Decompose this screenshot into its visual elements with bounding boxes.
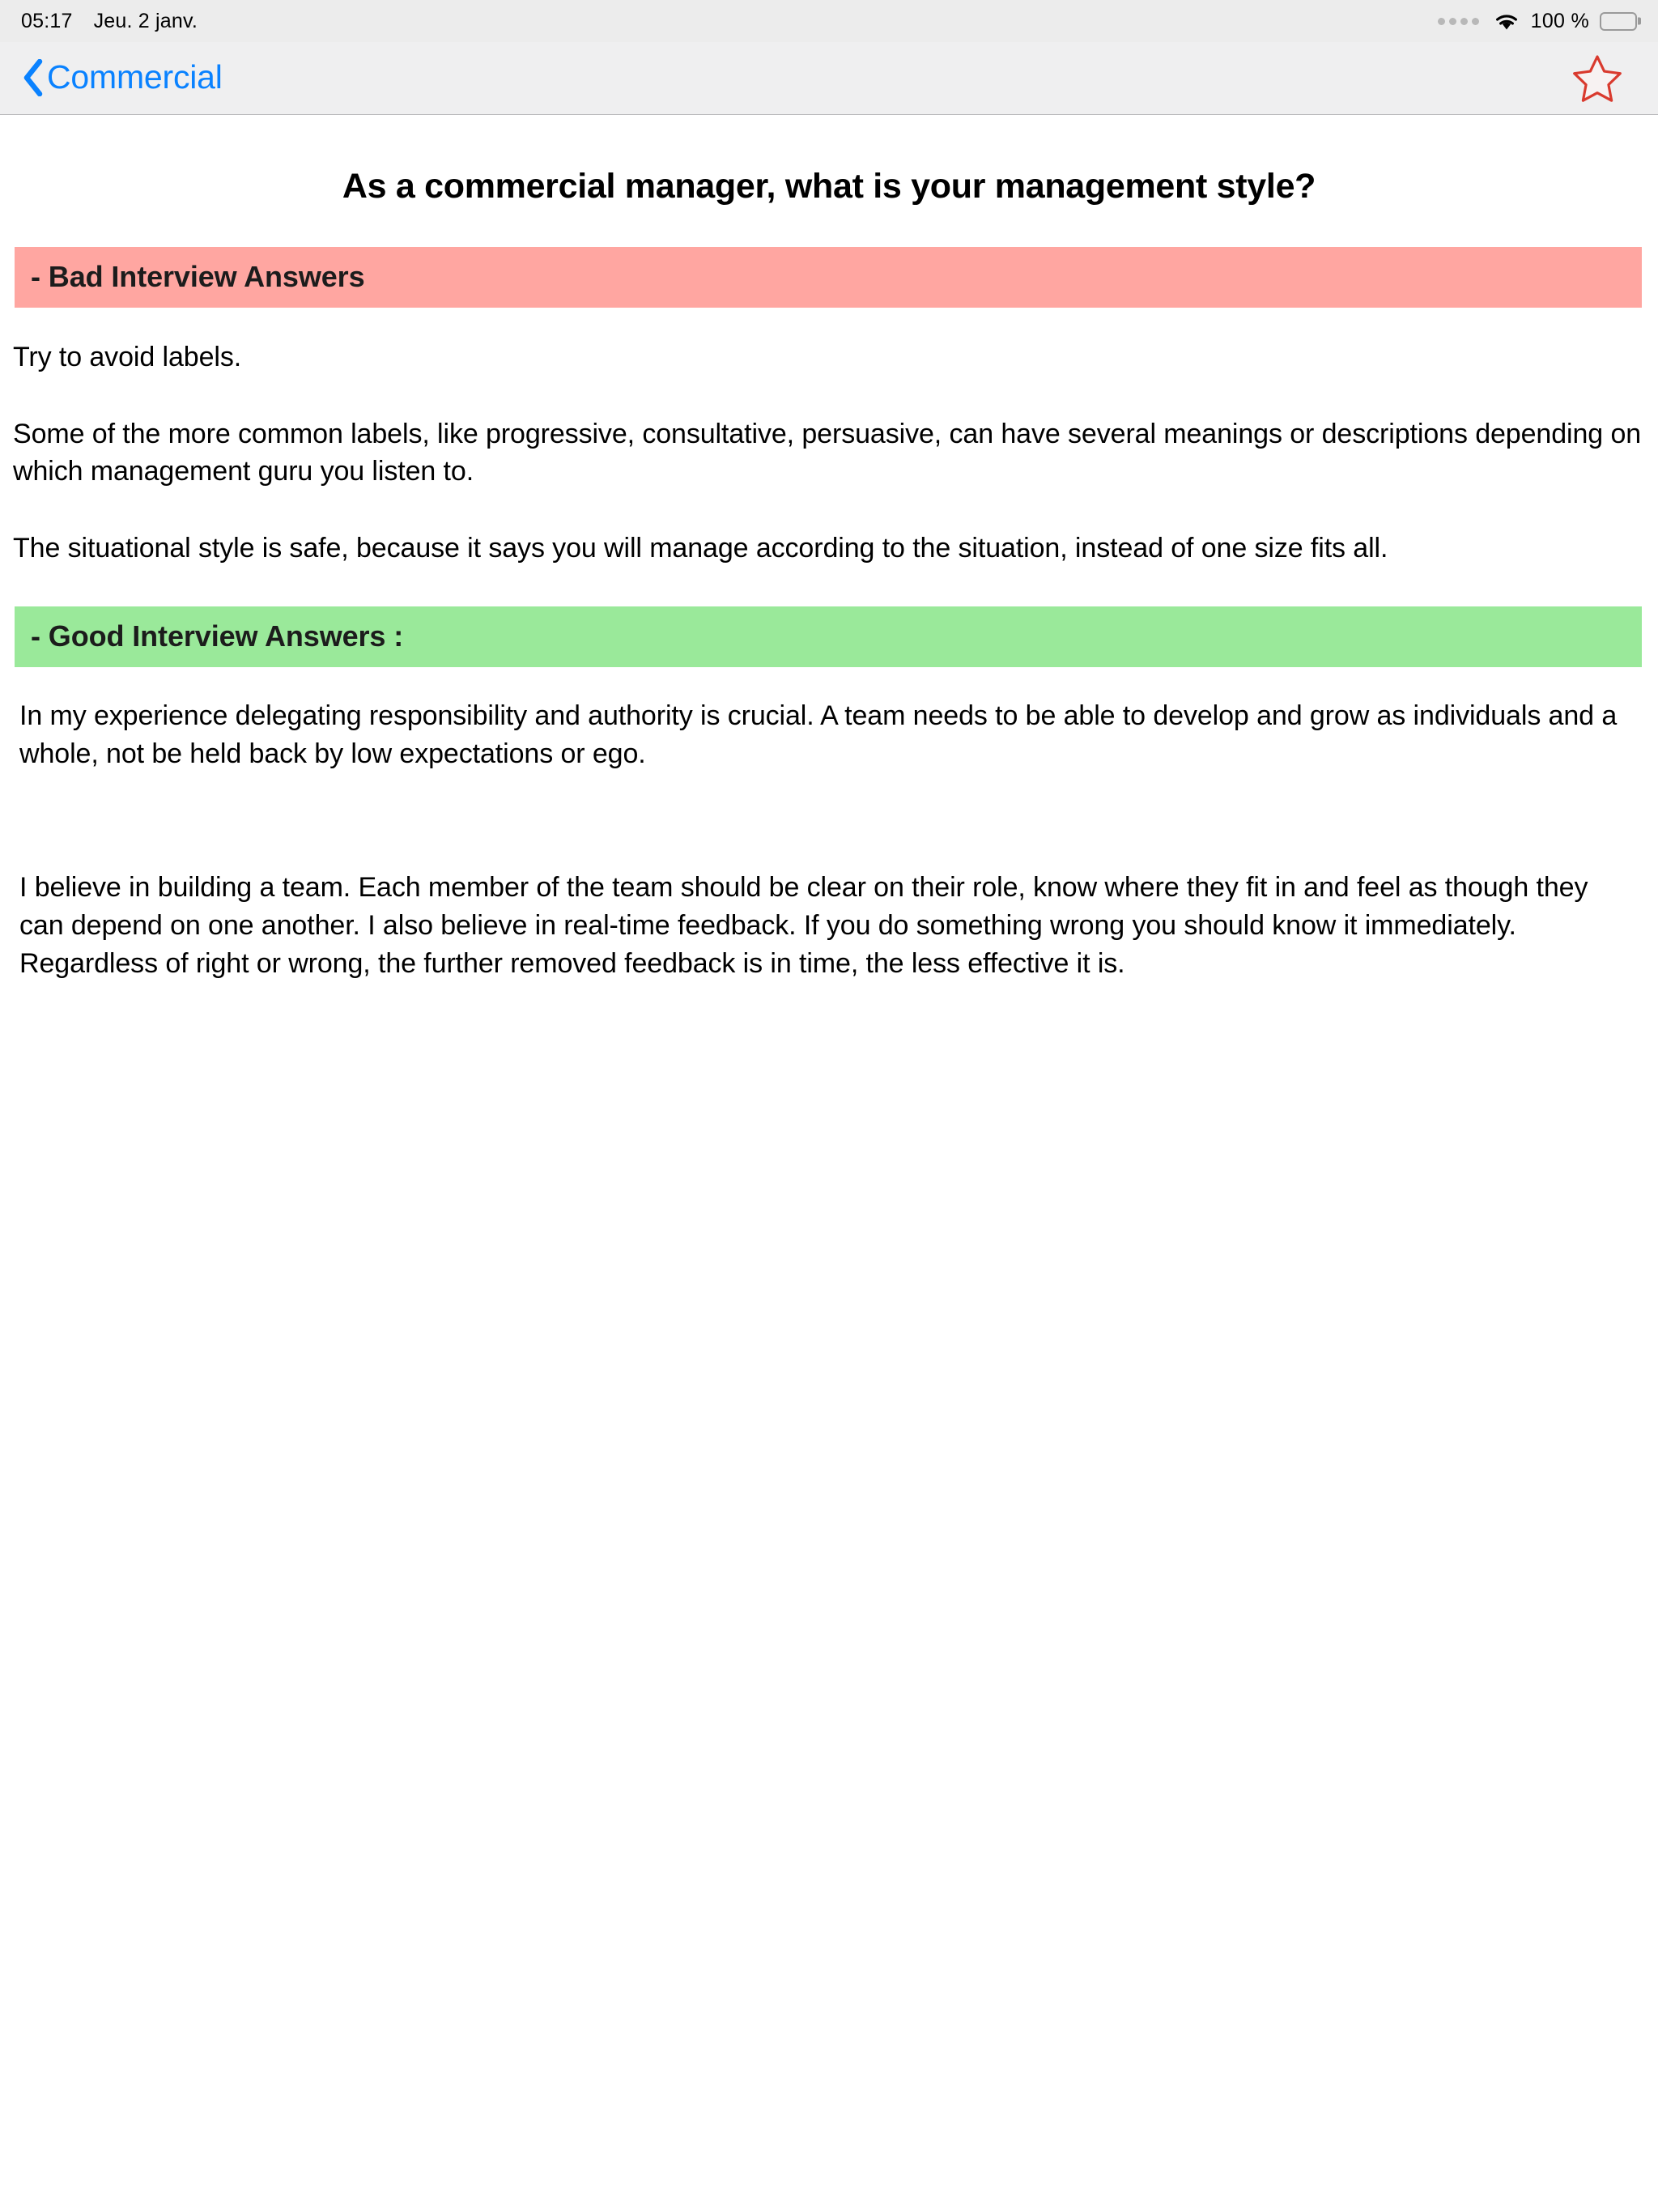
status-bar-left: [21, 10, 198, 33]
section-header-good-answers: - Good Interview Answers :: [15, 606, 1642, 667]
star-outline-icon: [1571, 53, 1623, 104]
paragraph: I believe in building a team. Each member of the team should be clear on their role, know where they fit in and feel as though they can depend on one another. I also believe in real-time feedback. If you do something wrong you should know it immediately. Regardless of right or wrong, the further removed feedback is in time, the less effective it is.: [19, 872, 1588, 979]
content-scroll-area[interactable]: [0, 116, 1658, 2212]
status-date: Jeu. 2 janv.: [93, 9, 198, 32]
back-button-label: Commercial: [47, 58, 223, 96]
back-button[interactable]: [18, 56, 229, 101]
wifi-icon: [1493, 11, 1520, 32]
bad-answers-body: [0, 338, 1658, 568]
status-bar: [0, 0, 1658, 42]
status-bar-right: [1438, 10, 1637, 33]
good-answers-body: [0, 697, 1658, 983]
navigation-bar: [0, 42, 1658, 115]
favorite-button[interactable]: [1561, 42, 1634, 115]
status-time: 05:17: [21, 9, 73, 32]
paragraph: Some of the more common labels, like progressive, consultative, persuasive, can have several meanings or descriptions depending on which management guru you listen to.: [13, 418, 1642, 487]
paragraph: The situational style is safe, because it says you will manage according to the situation, instead of one size fits all.: [13, 533, 1388, 564]
battery-full-icon: [1600, 12, 1637, 31]
paragraph: In my experience delegating responsibility and authority is crucial. A team needs to be able to develop and grow as individuals and a whole, not be held back by low expectations or ego.: [19, 700, 1618, 770]
page-title: As a commercial manager, what is your management style?: [342, 167, 1316, 206]
paragraph: Try to avoid labels.: [13, 341, 242, 372]
signal-dots-icon: [1438, 18, 1479, 25]
section-header-bad-answers: - Bad Interview Answers: [15, 247, 1642, 308]
chevron-left-icon: [23, 59, 44, 96]
battery-percent-label: 100 %: [1530, 9, 1589, 32]
